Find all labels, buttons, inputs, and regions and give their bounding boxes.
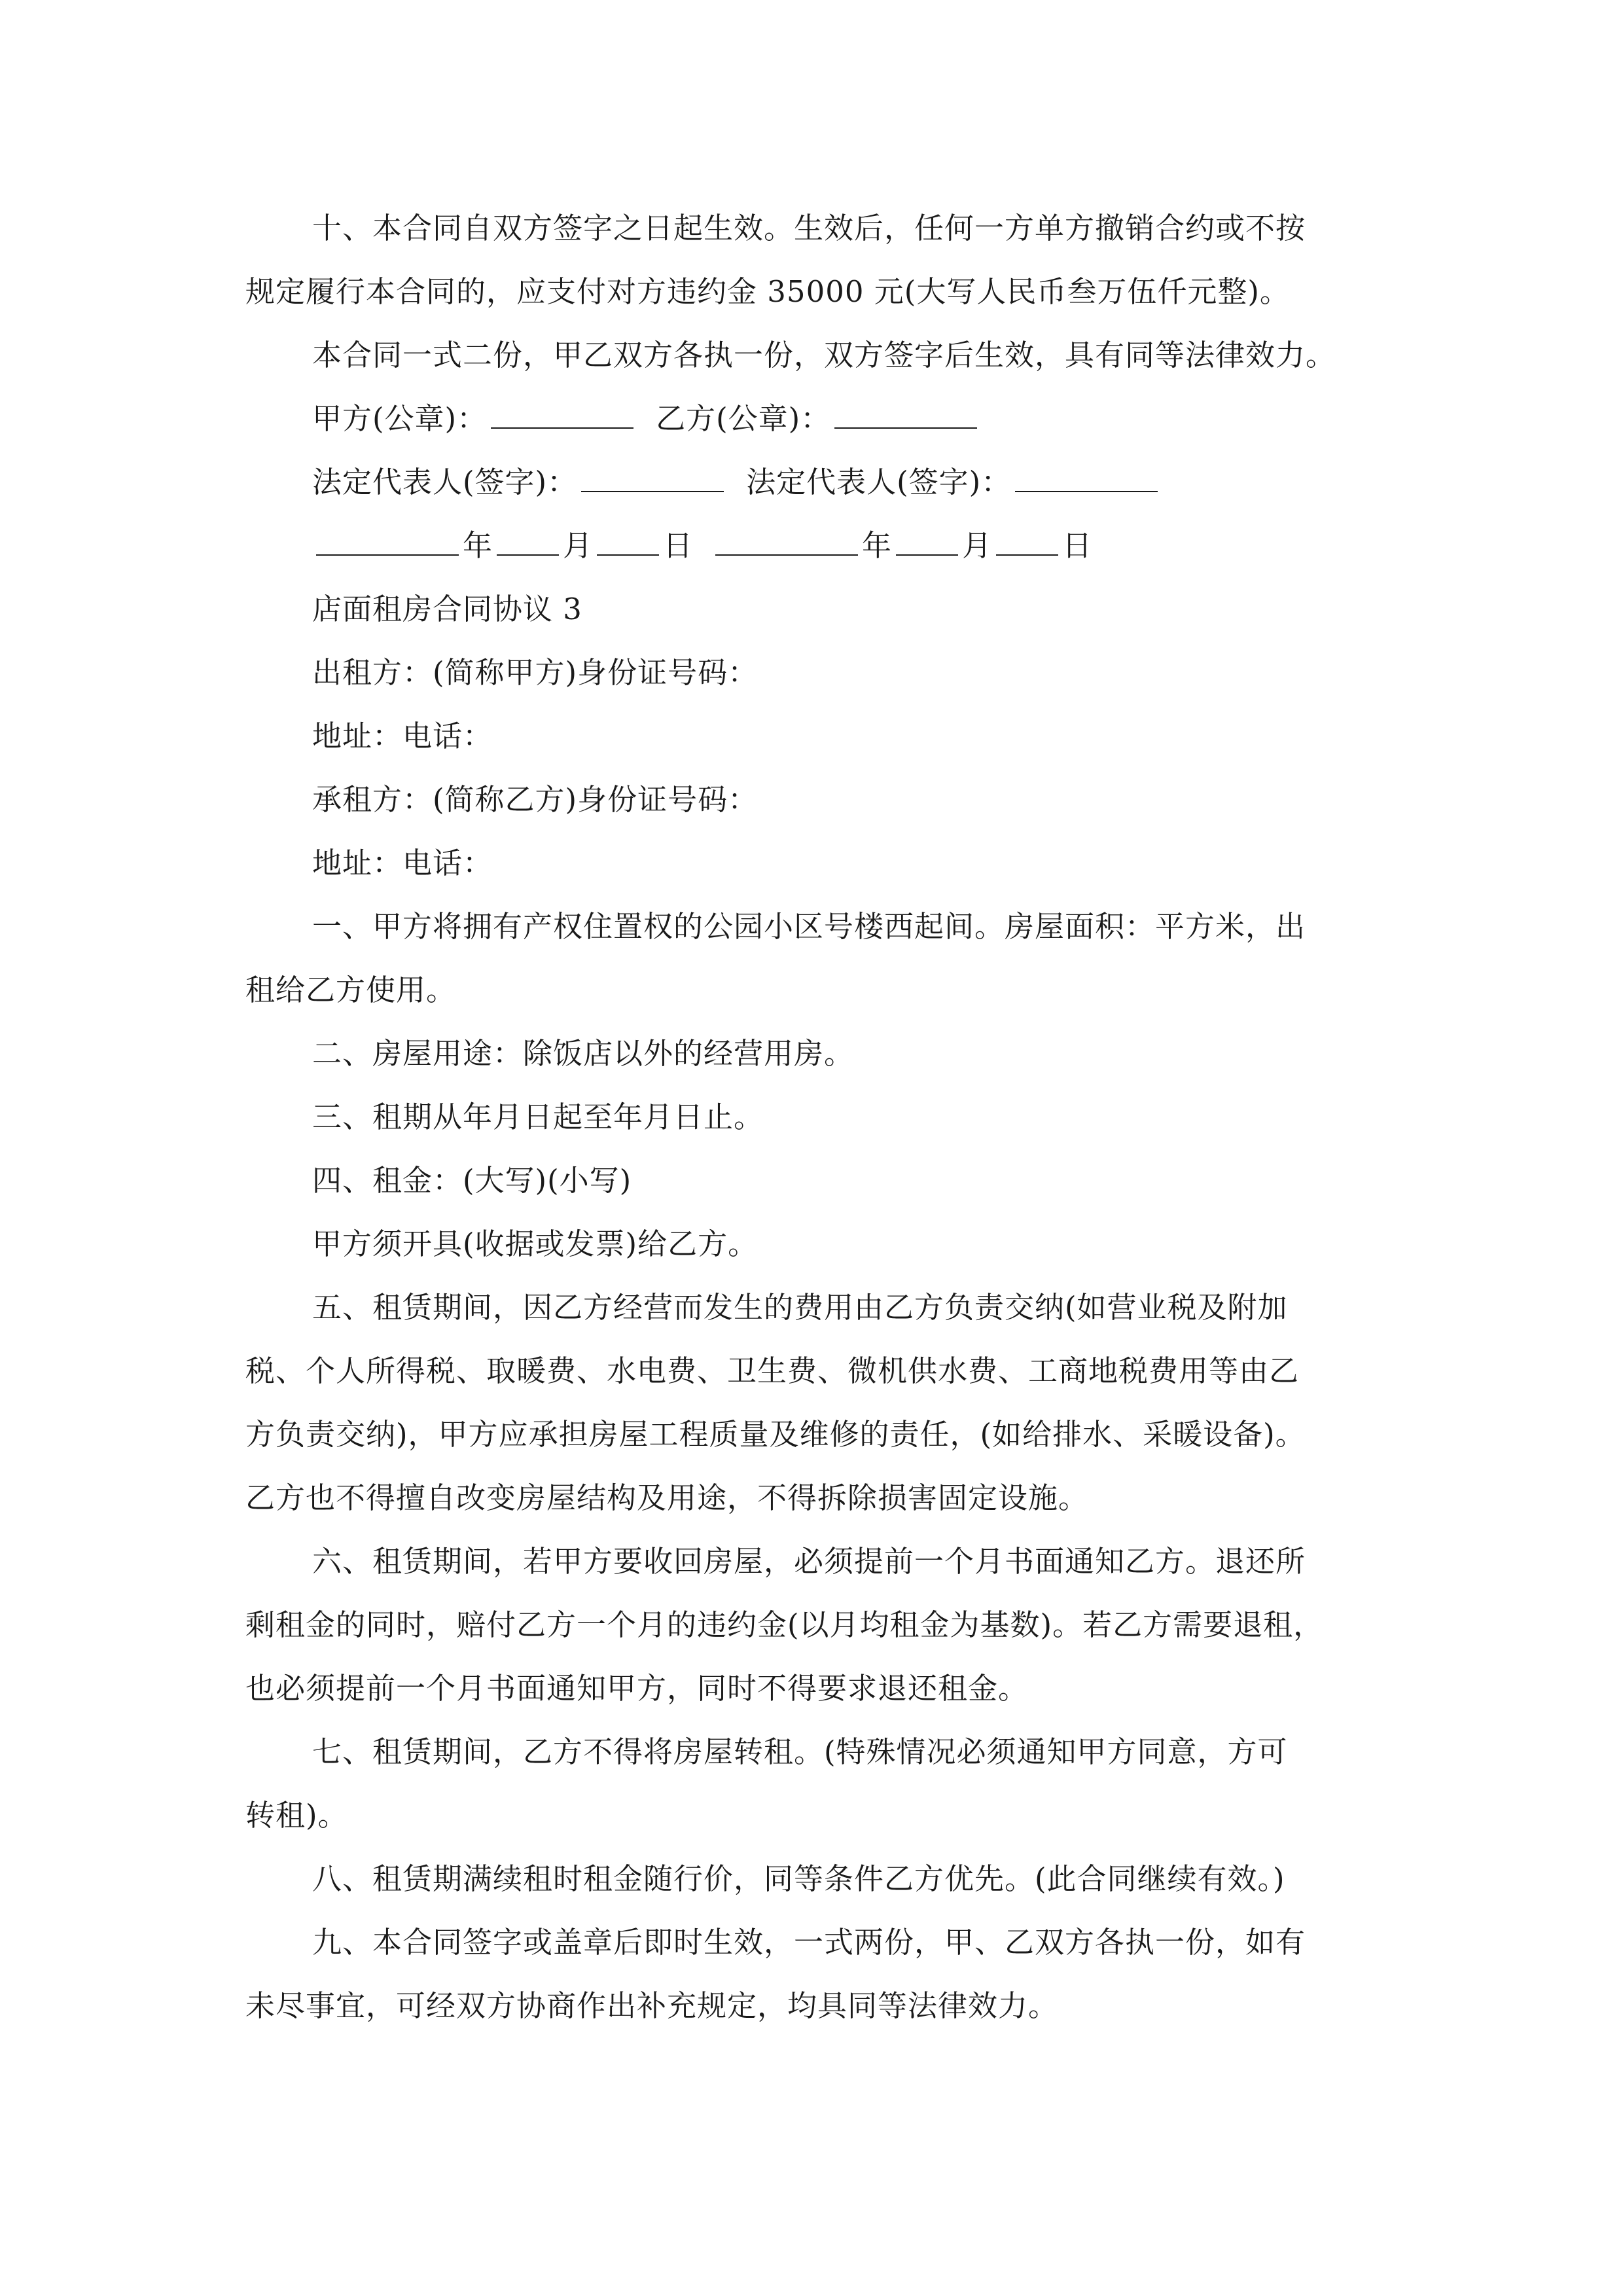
clause-6-line-2: 剩租金的同时，赔付乙方一个月的违约金(以月均租金为基数)。若乙方需要退租， — [245, 1607, 1324, 1642]
legal-rep-b-label: 法定代表人(签字)： — [746, 465, 1012, 499]
section-title: 店面租房合同协议 3 — [312, 592, 582, 626]
clause-9-line-1: 九、本合同签字或盖章后即时生效，一式两份，甲、乙双方各执一份，如有 — [312, 1925, 1306, 1960]
clause-8: 八、租赁期满续租时租金随行价，同等条件乙方优先。(此合同继续有效。) — [312, 1861, 1285, 1896]
legal-rep-row — [245, 450, 1397, 514]
clause-6-line-3: 也必须提前一个月书面通知甲方，同时不得要求退还租金。 — [245, 1671, 1029, 1706]
legal-rep-a-blank — [581, 467, 724, 492]
lessee-address-line: 地址：电话： — [312, 846, 493, 880]
date-a-day-blank — [597, 531, 659, 556]
party-b-seal-label: 乙方(公章)： — [656, 401, 831, 436]
date-a-month-blank — [497, 531, 559, 556]
clause-10-line-1: 十、本合同自双方签字之日起生效。生效后，任何一方单方撤销合约或不按 — [312, 211, 1306, 245]
lessor-line: 出租方：(简称甲方)身份证号码： — [312, 655, 758, 690]
clause-5-line-3: 方负责交纳)，甲方应承担房屋工程质量及维修的责任，(如给排水、采暖设备)。 — [245, 1417, 1306, 1452]
clause-4: 四、租金：(大写)(小写) — [312, 1163, 632, 1198]
date-b-year-label: 年 — [862, 528, 893, 563]
date-a-year-label: 年 — [463, 528, 493, 563]
clause-2: 二、房屋用途：除饭店以外的经营用房。 — [312, 1036, 855, 1071]
clause-5-line-2: 税、个人所得税、取暖费、水电费、卫生费、微机供水费、工商地税费用等由乙 — [245, 1354, 1300, 1388]
date-b-month-label: 月 — [962, 528, 993, 563]
legal-rep-b-blank — [1015, 467, 1158, 492]
date-b-year-blank — [715, 531, 858, 556]
clause-7-line-2: 转租)。 — [245, 1798, 348, 1833]
clause-5-line-1: 五、租赁期间，因乙方经营而发生的费用由乙方负责交纳(如营业税及附加 — [312, 1290, 1288, 1325]
seal-row — [245, 387, 1397, 450]
clause-1-line-1: 一、甲方将拥有产权住置权的公园小区号楼西起间。房屋面积：平方米，出 — [312, 909, 1306, 944]
party-a-seal-blank — [491, 404, 633, 429]
invoice-line: 甲方须开具(收据或发票)给乙方。 — [312, 1227, 758, 1261]
date-a-month-label: 月 — [563, 528, 594, 563]
clause-10-line-2: 规定履行本合同的，应支付对方违约金 35000 元(大写人民币叁万伍仟元整)。 — [245, 274, 1290, 309]
clause-6-line-1: 六、租赁期间，若甲方要收回房屋，必须提前一个月书面通知乙方。退还所 — [312, 1544, 1306, 1579]
date-row — [245, 514, 1397, 577]
clause-5-line-4: 乙方也不得擅自改变房屋结构及用途，不得拆除损害固定设施。 — [245, 1480, 1089, 1515]
clause-9-line-2: 未尽事宜，可经双方协商作出补充规定，均具同等法律效力。 — [245, 1988, 1059, 2023]
clause-3: 三、租期从年月日起至年月日止。 — [312, 1100, 764, 1134]
date-b-month-blank — [896, 531, 958, 556]
lessor-address-line: 地址：电话： — [312, 719, 493, 753]
date-b-day-blank — [996, 531, 1058, 556]
date-a-year-blank — [316, 531, 459, 556]
clause-7-line-1: 七、租赁期间，乙方不得将房屋转租。(特殊情况必须通知甲方同意，方可 — [312, 1734, 1288, 1769]
party-a-seal-label: 甲方(公章)： — [312, 401, 488, 436]
date-b-day-label: 日 — [1062, 528, 1093, 563]
clause-1-line-2: 租给乙方使用。 — [245, 973, 457, 1007]
document-body — [245, 196, 1397, 2037]
lessee-line: 承租方：(简称乙方)身份证号码： — [312, 782, 758, 817]
copies-line: 本合同一式二份，甲乙双方各执一份，双方签字后生效，具有同等法律效力。 — [312, 338, 1336, 372]
party-b-seal-blank — [834, 404, 977, 429]
legal-rep-a-label: 法定代表人(签字)： — [312, 465, 578, 499]
date-a-day-label: 日 — [663, 528, 694, 563]
